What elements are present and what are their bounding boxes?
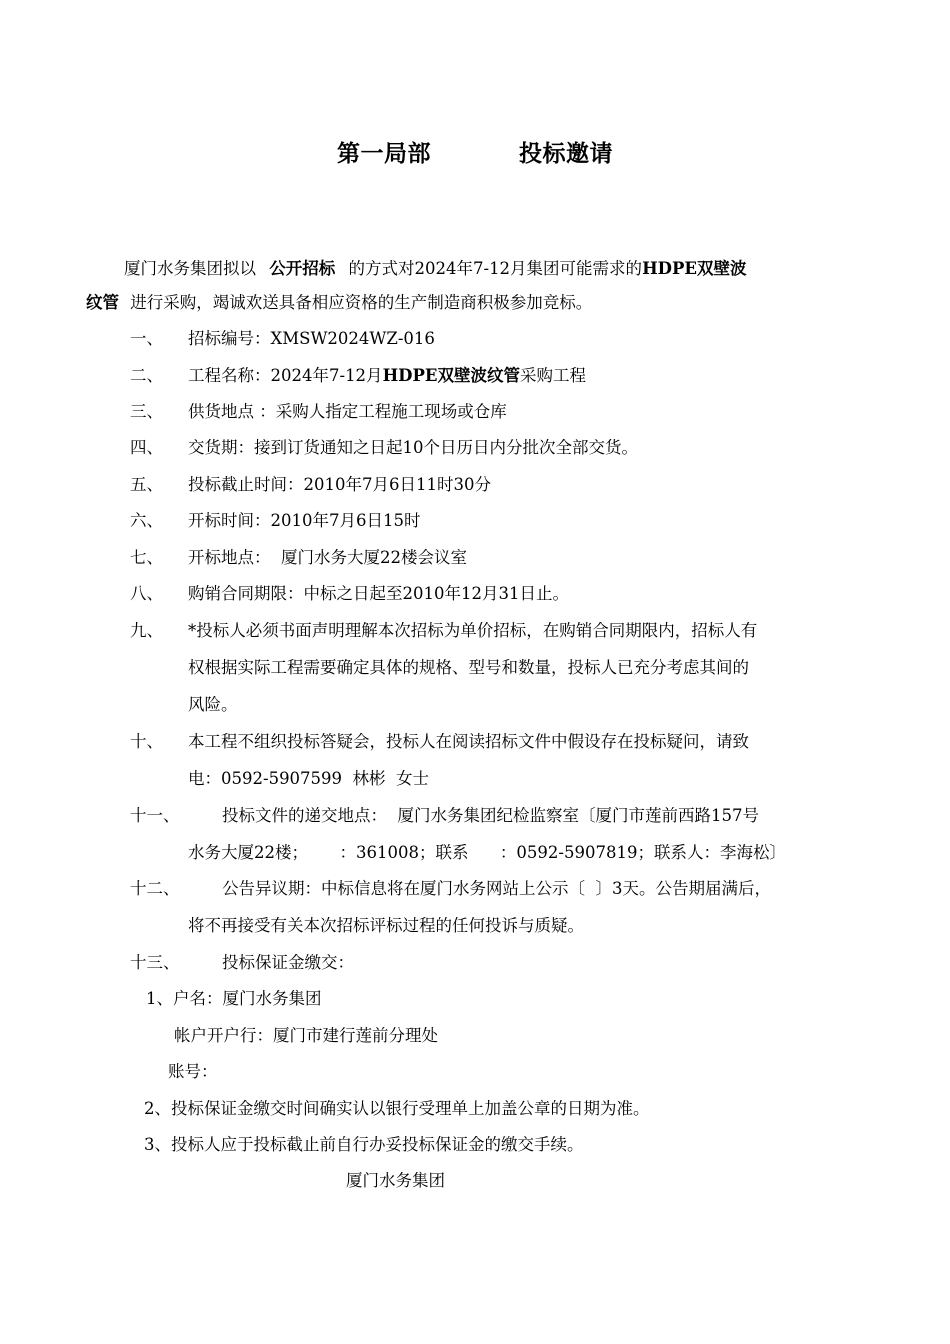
item-text: 购销合同期限：中标之日起至2010年12月31日止。 bbox=[188, 584, 569, 603]
deposit-note-3: 3、投标人应于投标截止前自行办妥投标保证金的缴交手续。 bbox=[144, 1135, 584, 1154]
item-number: 四、 bbox=[130, 438, 163, 457]
item-9-line-3: 风险。 bbox=[188, 695, 238, 714]
deposit-account-number: 账号： bbox=[168, 1062, 218, 1081]
signature: 厦门水务集团 bbox=[346, 1171, 445, 1190]
item-11 bbox=[130, 805, 759, 827]
intro-text-3: 进行采购，竭诚欢送具备相应资格的生产制造商积极参加竞标。 bbox=[130, 293, 593, 312]
item-text: 工程名称：2024年7-12月 bbox=[188, 366, 383, 385]
title-part: 第一局部 bbox=[337, 140, 431, 167]
item-3 bbox=[130, 401, 507, 423]
item-text: 投标截止时间：2010年7月6日11时30分 bbox=[188, 475, 491, 494]
item-number: 五、 bbox=[130, 475, 163, 494]
item-number: 三、 bbox=[130, 402, 163, 421]
deposit-bank: 帐户开户行：厦门市建行莲前分理处 bbox=[174, 1026, 438, 1045]
item-6 bbox=[130, 510, 420, 532]
item-number: 十二、 bbox=[130, 879, 180, 898]
item-4 bbox=[130, 437, 638, 459]
item-9 bbox=[130, 620, 757, 642]
intro-product-a: HDPE双壁波 bbox=[642, 259, 747, 278]
item-number: 一、 bbox=[130, 329, 163, 348]
item-text-bold: HDPE双壁波纹管 bbox=[382, 366, 520, 385]
intro-product-b: 纹管 bbox=[86, 293, 119, 312]
item-text: 采购工程 bbox=[519, 366, 586, 385]
item-12 bbox=[130, 878, 771, 900]
item-number: 七、 bbox=[130, 548, 163, 567]
page-title bbox=[0, 135, 950, 168]
item-8 bbox=[130, 583, 569, 605]
item-5 bbox=[130, 474, 491, 496]
item-2 bbox=[130, 365, 586, 387]
item-text: 招标编号：XMSW2024WZ-016 bbox=[188, 329, 435, 348]
item-text: 开标时间：2010年7月6日15时 bbox=[188, 511, 421, 530]
item-text: 开标地点： 厦门水务大厦22楼会议室 bbox=[188, 548, 467, 567]
item-number: 八、 bbox=[130, 584, 163, 603]
title-name: 投标邀请 bbox=[519, 140, 613, 167]
item-7 bbox=[130, 547, 467, 569]
item-text: 公告异议期：中标信息将在厦门水务网站上公示〔 〕3天。公告期届满后， bbox=[222, 879, 771, 898]
item-12-line-2: 将不再接受有关本次招标评标过程的任何投诉与质疑。 bbox=[188, 916, 584, 935]
intro-method: 公开招标 bbox=[269, 259, 336, 278]
intro-line-1 bbox=[124, 258, 746, 280]
item-text: 本工程不组织投标答疑会，投标人在阅读招标文件中假设存在投标疑问，请致 bbox=[188, 732, 749, 751]
deposit-note-2: 2、投标保证金缴交时间确实认以银行受理单上加盖公章的日期为准。 bbox=[144, 1099, 650, 1118]
item-text: 交货期：接到订货通知之日起10个日历日内分批次全部交货。 bbox=[188, 438, 638, 457]
item-number: 二、 bbox=[130, 366, 163, 385]
item-10 bbox=[130, 731, 749, 753]
intro-line-2 bbox=[86, 292, 592, 314]
item-text: 投标文件的递交地点： 厦门水务集团纪检监察室〔厦门市莲前西路157号 bbox=[222, 806, 759, 825]
item-10-line-2: 电：0592-5907599 林彬 女士 bbox=[188, 769, 430, 788]
item-text: 投标保证金缴交： bbox=[222, 953, 354, 972]
item-number: 六、 bbox=[130, 511, 163, 530]
item-number: 九、 bbox=[130, 621, 163, 640]
item-1 bbox=[130, 328, 435, 350]
item-number: 十一、 bbox=[130, 806, 180, 825]
item-number: 十、 bbox=[130, 732, 163, 751]
item-9-line-2: 权根据实际工程需要确定具体的规格、型号和数量，投标人已充分考虑其间的 bbox=[188, 658, 749, 677]
item-13 bbox=[130, 952, 354, 974]
item-number: 十三、 bbox=[130, 953, 180, 972]
item-11-line-2: 水务大厦22楼； ：361008；联系 ：0592-5907819；联系人：李海松〕 bbox=[188, 843, 786, 862]
intro-text-2: 的方式对2024年7-12月集团可能需求的 bbox=[348, 259, 643, 278]
deposit-account-name: 1、户名：厦门水务集团 bbox=[146, 989, 322, 1008]
item-text: 供货地点 ：采购人指定工程施工现场或仓库 bbox=[188, 402, 507, 421]
item-text: *投标人必须书面声明理解本次招标为单价招标，在购销合同期限内，招标人有 bbox=[188, 621, 758, 640]
intro-text-1: 厦门水务集团拟以 bbox=[124, 259, 256, 278]
